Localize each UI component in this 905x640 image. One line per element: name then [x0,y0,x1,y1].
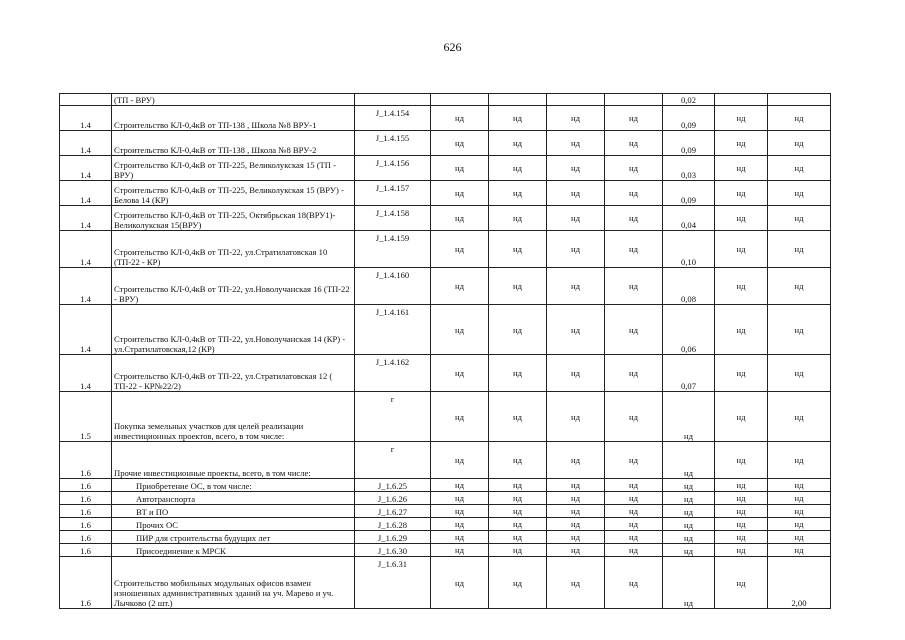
row-code-cell: г [355,392,431,442]
value-cell: нд [431,355,489,392]
row-number-cell: 1.5 [60,392,112,442]
value-cell: нд [663,505,715,518]
value-cell: нд [489,392,547,442]
value-cell: 0,07 [663,355,715,392]
value-cell: нд [768,181,831,206]
value-cell: 2,00 [768,557,831,609]
row-number-cell: 1.4 [60,206,112,231]
value-cell: нд [605,305,663,355]
value-cell: нд [768,518,831,531]
value-cell: нд [663,557,715,609]
value-cell: 0,10 [663,231,715,268]
value-cell: нд [489,131,547,156]
row-code-cell: J_1.6.29 [355,531,431,544]
row-name-cell: Приобретение ОС, в том числе: [112,479,355,492]
value-cell: нд [663,492,715,505]
value-cell: нд [715,392,768,442]
value-cell: нд [768,355,831,392]
value-cell: 0,04 [663,206,715,231]
value-cell: нд [489,181,547,206]
value-cell [489,94,547,106]
value-cell: нд [605,492,663,505]
value-cell: нд [605,268,663,305]
table-row [60,206,831,231]
row-code-cell: J_1.4.159 [355,231,431,268]
value-cell: нд [547,131,605,156]
row-name-cell: ПИР для строительства будущих лет [112,531,355,544]
value-cell: нд [605,131,663,156]
value-cell: нд [605,518,663,531]
row-name-cell: Строительство мобильных модульных офисов взамен изношенных административных зданий на уч. Марево и уч. Лычково (2 шт.) [112,557,355,609]
value-cell: нд [547,231,605,268]
value-cell: нд [768,156,831,181]
row-number-cell: 1.4 [60,231,112,268]
value-cell: нд [605,181,663,206]
table-row [60,518,831,531]
value-cell: нд [715,206,768,231]
row-name-cell: Строительство КЛ-0,4кВ от ТП-138 , Школа №8 ВРУ-2 [112,131,355,156]
value-cell: нд [768,231,831,268]
value-cell: нд [431,268,489,305]
row-name-cell: Присоединение к МРСК [112,544,355,557]
table-row [60,131,831,156]
row-name-cell: Прочие инвестиционные проекты, всего, в том числе: [112,442,355,479]
value-cell: нд [715,557,768,609]
value-cell: нд [605,231,663,268]
value-cell: нд [489,518,547,531]
value-cell: нд [715,268,768,305]
value-cell: нд [547,442,605,479]
row-code-cell: J_1.6.31 [355,557,431,609]
value-cell: нд [489,206,547,231]
value-cell: нд [431,305,489,355]
table-row [60,557,831,609]
table-row [60,106,831,131]
investment-table [59,93,831,609]
row-name-cell: Строительство КЛ-0,4кВ от ТП-22, ул.Стратилатовская 10 (ТП-22 - КР) [112,231,355,268]
value-cell: нд [715,479,768,492]
row-number-cell: 1.4 [60,106,112,131]
row-number-cell: 1.6 [60,505,112,518]
value-cell: нд [715,505,768,518]
value-cell: нд [663,518,715,531]
row-number-cell: 1.4 [60,305,112,355]
value-cell: нд [547,392,605,442]
row-name-cell: Покупка земельных участков для целей реализации инвестиционных проектов, всего, в том числе: [112,392,355,442]
value-cell: нд [431,544,489,557]
row-number-cell: 1.4 [60,156,112,181]
row-number-cell: 1.6 [60,544,112,557]
value-cell: нд [431,392,489,442]
value-cell: нд [489,505,547,518]
value-cell: нд [431,479,489,492]
value-cell: нд [489,531,547,544]
table-row [60,181,831,206]
row-name-cell: Прочих ОС [112,518,355,531]
value-cell: нд [547,492,605,505]
row-name-cell: Строительство КЛ-0,4кВ от ТП-225, Великолукская 15 (ВРУ) - Белова 14 (КР) [112,181,355,206]
table-row [60,94,831,106]
value-cell: нд [605,106,663,131]
value-cell: нд [663,479,715,492]
table-row [60,479,831,492]
value-cell: 0,09 [663,106,715,131]
table-row [60,231,831,268]
value-cell: нд [489,106,547,131]
value-cell [547,94,605,106]
value-cell: нд [431,518,489,531]
value-cell: нд [547,268,605,305]
value-cell: нд [715,442,768,479]
value-cell: 0,06 [663,305,715,355]
table-row [60,492,831,505]
value-cell: 0,09 [663,131,715,156]
value-cell: нд [715,355,768,392]
table-row [60,505,831,518]
value-cell: нд [547,505,605,518]
value-cell: нд [715,156,768,181]
value-cell [431,94,489,106]
value-cell: нд [489,479,547,492]
table-row [60,392,831,442]
row-number-cell: 1.4 [60,355,112,392]
value-cell: нд [547,106,605,131]
row-number-cell: 1.4 [60,181,112,206]
row-code-cell: J_1.4.154 [355,106,431,131]
value-cell: нд [489,231,547,268]
row-code-cell: J_1.4.155 [355,131,431,156]
value-cell: нд [715,492,768,505]
value-cell: нд [547,531,605,544]
value-cell: нд [605,156,663,181]
value-cell: нд [715,531,768,544]
row-code-cell: J_1.4.161 [355,305,431,355]
value-cell: нд [768,268,831,305]
row-code-cell: J_1.6.30 [355,544,431,557]
value-cell: нд [768,544,831,557]
value-cell: нд [663,544,715,557]
value-cell: нд [605,355,663,392]
value-cell: нд [431,181,489,206]
value-cell: нд [605,479,663,492]
value-cell: нд [605,557,663,609]
row-number-cell: 1.6 [60,442,112,479]
value-cell: нд [431,531,489,544]
value-cell: нд [547,479,605,492]
row-name-cell: Строительство КЛ-0,4кВ от ТП-225, Великолукская 15 (ТП - ВРУ) [112,156,355,181]
value-cell: нд [768,492,831,505]
value-cell: нд [431,206,489,231]
row-code-cell: J_1.6.27 [355,505,431,518]
value-cell: нд [715,518,768,531]
value-cell [768,94,831,106]
value-cell: нд [663,442,715,479]
value-cell: нд [715,181,768,206]
value-cell: нд [547,156,605,181]
value-cell: нд [547,305,605,355]
value-cell: нд [768,442,831,479]
row-code-cell: J_1.6.25 [355,479,431,492]
value-cell: нд [489,156,547,181]
value-cell: нд [768,392,831,442]
value-cell: нд [431,557,489,609]
value-cell: нд [431,442,489,479]
value-cell: нд [715,544,768,557]
value-cell: нд [768,479,831,492]
row-number-cell [60,94,112,106]
row-number-cell: 1.4 [60,131,112,156]
value-cell: нд [431,492,489,505]
page-number: 626 [443,40,462,54]
row-number-cell: 1.6 [60,531,112,544]
value-cell: нд [431,231,489,268]
value-cell: нд [431,131,489,156]
value-cell: нд [547,544,605,557]
row-code-cell: J_1.6.28 [355,518,431,531]
row-name-cell: Строительство КЛ-0,4кВ от ТП-138 , Школа №8 ВРУ-1 [112,106,355,131]
row-name-cell: Строительство КЛ-0,4кВ от ТП-22, ул.Новолучанская 14 (КР) - ул.Стратилатовская,12 (КР) [112,305,355,355]
value-cell: нд [605,531,663,544]
value-cell: нд [605,392,663,442]
value-cell: нд [489,355,547,392]
value-cell: нд [768,106,831,131]
value-cell: нд [768,505,831,518]
table-row [60,156,831,181]
value-cell: нд [715,131,768,156]
value-cell: нд [715,231,768,268]
value-cell: нд [547,181,605,206]
value-cell: нд [547,355,605,392]
row-number-cell: 1.4 [60,268,112,305]
value-cell: нд [768,305,831,355]
table-row [60,305,831,355]
value-cell: 0,03 [663,156,715,181]
value-cell: нд [768,131,831,156]
row-name-cell: Строительство КЛ-0,4кВ от ТП-22, ул.Стратилатовская 12 ( ТП-22 - КР№22/2) [112,355,355,392]
row-code-cell: J_1.4.158 [355,206,431,231]
value-cell: 0,02 [663,94,715,106]
row-code-cell: J_1.4.162 [355,355,431,392]
table-row [60,442,831,479]
value-cell [605,94,663,106]
value-cell: нд [431,156,489,181]
table-body [60,94,831,609]
value-cell: 0,09 [663,181,715,206]
value-cell: нд [547,557,605,609]
row-number-cell: 1.6 [60,479,112,492]
value-cell: нд [768,206,831,231]
value-cell: нд [547,206,605,231]
row-name-cell: Строительство КЛ-0,4кВ от ТП-22, ул.Новолучанская 16 (ТП-22 - ВРУ) [112,268,355,305]
table-row [60,531,831,544]
value-cell: нд [605,505,663,518]
table-row [60,268,831,305]
row-number-cell: 1.6 [60,557,112,609]
row-code-cell [355,94,431,106]
value-cell: нд [663,392,715,442]
row-name-cell: (ТП - ВРУ) [112,94,355,106]
row-code-cell: J_1.4.160 [355,268,431,305]
value-cell: нд [489,544,547,557]
row-name-cell: ВТ и ПО [112,505,355,518]
value-cell [715,94,768,106]
row-code-cell: J_1.6.26 [355,492,431,505]
value-cell: нд [489,557,547,609]
row-code-cell: J_1.4.157 [355,181,431,206]
value-cell: 0,08 [663,268,715,305]
value-cell: нд [605,544,663,557]
value-cell: нд [663,531,715,544]
value-cell: нд [768,531,831,544]
row-number-cell: 1.6 [60,518,112,531]
value-cell: нд [431,106,489,131]
table-row [60,544,831,557]
value-cell: нд [489,442,547,479]
value-cell: нд [605,206,663,231]
row-number-cell: 1.6 [60,492,112,505]
row-code-cell: г [355,442,431,479]
row-name-cell: Автотранспорта [112,492,355,505]
value-cell: нд [605,442,663,479]
value-cell: нд [489,268,547,305]
value-cell: нд [715,305,768,355]
value-cell: нд [547,518,605,531]
value-cell: нд [431,505,489,518]
value-cell: нд [489,492,547,505]
table-row [60,355,831,392]
row-name-cell: Строительство КЛ-0,4кВ от ТП-225, Октябрьская 18(ВРУ1)- Великолукская 15(ВРУ) [112,206,355,231]
value-cell: нд [489,305,547,355]
row-code-cell: J_1.4.156 [355,156,431,181]
value-cell: нд [715,106,768,131]
